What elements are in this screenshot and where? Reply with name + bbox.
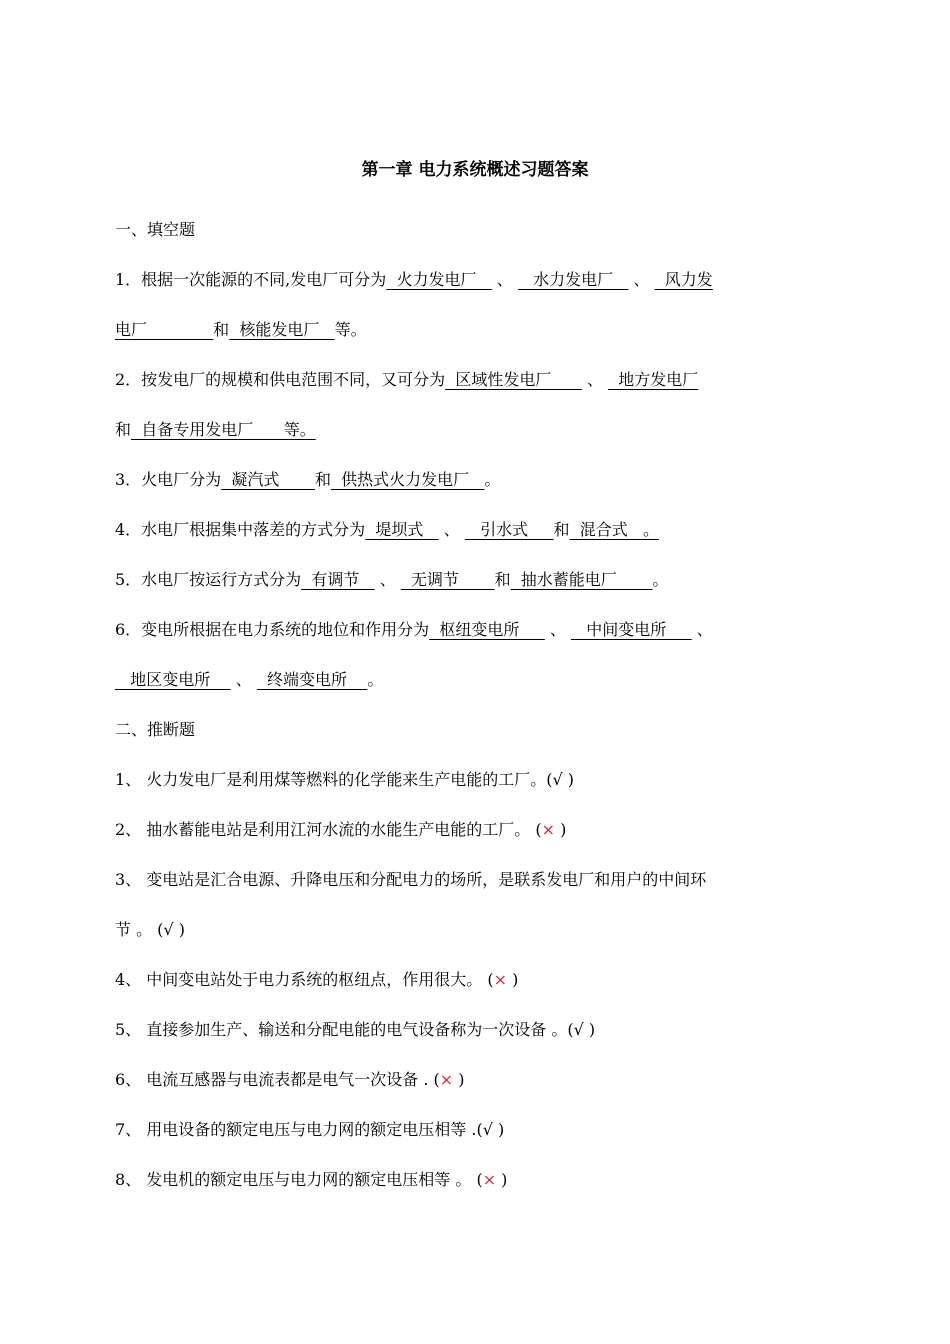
judge-question-7 xyxy=(115,1118,855,1142)
cross-mark-icon: × xyxy=(493,970,508,989)
close-paren: ) xyxy=(583,1020,596,1039)
separator: 、 xyxy=(374,570,401,589)
answer-blank: 区域性发电厂 xyxy=(445,370,582,389)
connector: 和 xyxy=(314,470,331,489)
connector: 和 xyxy=(553,520,570,539)
close-paren: ) xyxy=(562,770,575,789)
cross-mark-icon: × xyxy=(482,1170,497,1189)
answer-blank: 地区变电所 xyxy=(115,670,231,689)
separator: 、 xyxy=(438,520,465,539)
connector: 和 xyxy=(213,320,230,339)
fill-question-5 xyxy=(115,568,855,592)
question-text: 1、 火力发电厂是利用煤等燃料的化学能来生产电能的工厂。( xyxy=(115,770,553,789)
fill-question-3 xyxy=(115,468,855,492)
answer-blank: 火力发电厂 xyxy=(386,270,492,289)
close-paren: ) xyxy=(555,820,567,839)
question-text: 3．火电厂分为 xyxy=(115,470,222,489)
answer-blank: 枢纽变电所 xyxy=(429,620,545,639)
judge-question-3-line-2 xyxy=(115,918,855,942)
close-paren: ) xyxy=(507,970,519,989)
answer-blank: 供热式火力发电厂 xyxy=(330,470,485,489)
judge-question-5 xyxy=(115,1018,855,1042)
question-text: 3、 变电站是汇合电源、升降电压和分配电力的场所，是联系发电厂和用户的中间环 xyxy=(115,870,707,889)
separator: 、 xyxy=(628,270,655,289)
connector: 和 xyxy=(115,420,132,439)
question-text: 7、 用电设备的额定电压与电力网的额定电压相等 .( xyxy=(115,1120,483,1139)
answer-blank: 凝汽式 xyxy=(221,470,315,489)
check-mark-icon: √ xyxy=(552,770,563,789)
check-mark-icon: √ xyxy=(573,1020,584,1039)
separator: 、 xyxy=(230,670,257,689)
answer-blank: 抽水蓄能电厂 xyxy=(510,570,653,589)
answer-blank: 引水式 xyxy=(464,520,554,539)
cross-mark-icon: × xyxy=(541,820,556,839)
answer-blank: 中间变电所 xyxy=(570,620,692,639)
fill-question-4 xyxy=(115,518,855,542)
question-text: 6．变电所根据在电力系统的地位和作用分为 xyxy=(115,620,430,639)
judge-question-6 xyxy=(115,1068,855,1092)
answer-blank: 水力发电厂 xyxy=(517,270,629,289)
answer-blank: 终端变电所 xyxy=(256,670,368,689)
separator: 、 xyxy=(544,620,571,639)
fill-question-6-line-1 xyxy=(115,618,855,642)
section-heading-fill: 一、填空题 xyxy=(115,220,196,239)
fill-question-1-line-1 xyxy=(115,268,855,292)
answer-blank: 核能发电厂 xyxy=(229,320,335,339)
answer-blank: 风力发 xyxy=(654,270,713,289)
question-text: 4．水电厂根据集中落差的方式分为 xyxy=(115,520,366,539)
section-heading-judge: 二、推断题 xyxy=(115,720,196,739)
fill-question-2-line-1 xyxy=(115,368,855,392)
question-text: 。 xyxy=(367,670,384,689)
fill-question-2-line-2 xyxy=(115,418,855,442)
answer-blank: 电厂 xyxy=(115,320,214,339)
question-text: 6、 电流互感器与电流表都是电气一次设备 . ( xyxy=(115,1070,440,1089)
question-text: 4、 中间变电站处于电力系统的枢纽点，作用很大。 ( xyxy=(115,970,494,989)
answer-blank: 无调节 xyxy=(400,570,495,589)
question-text: 2．按发电厂的规模和供电范围不同，又可分为 xyxy=(115,370,446,389)
cross-mark-icon: × xyxy=(439,1070,454,1089)
judge-question-1 xyxy=(115,768,855,792)
answer-blank: 自备专用发电厂 等。 xyxy=(131,420,316,439)
question-text: 1．根据一次能源的不同,发电厂可分为 xyxy=(115,270,387,289)
judge-question-4 xyxy=(115,968,855,992)
question-text: 。 xyxy=(652,570,669,589)
question-text: 5、 直接参加生产、输送和分配电能的电气设备称为一次设备 。( xyxy=(115,1020,574,1039)
close-paren: ) xyxy=(173,920,185,939)
connector: 和 xyxy=(494,570,511,589)
question-text: 节 。 ( xyxy=(115,920,164,939)
fill-question-6-line-2 xyxy=(115,668,855,692)
question-text: 2、 抽水蓄能电站是利用江河水流的水能生产电能的工厂。 ( xyxy=(115,820,542,839)
close-paren: ) xyxy=(492,1120,505,1139)
check-mark-icon: √ xyxy=(482,1120,493,1139)
answer-blank: 地方发电厂 xyxy=(608,370,699,389)
answer-blank: 堤坝式 xyxy=(365,520,439,539)
judge-question-8 xyxy=(115,1168,855,1192)
judge-question-3-line-1 xyxy=(115,868,855,892)
check-mark-icon: √ xyxy=(163,920,174,939)
fill-question-1-line-2 xyxy=(115,318,855,342)
question-text: 等。 xyxy=(334,320,367,339)
separator: 、 xyxy=(491,270,518,289)
close-paren: ) xyxy=(496,1170,508,1189)
judge-question-2 xyxy=(115,818,855,842)
close-paren: ) xyxy=(453,1070,465,1089)
question-text: 5．水电厂按运行方式分为 xyxy=(115,570,302,589)
separator: 、 xyxy=(691,620,713,639)
question-text: 8、 发电机的额定电压与电力网的额定电压相等 。 ( xyxy=(115,1170,483,1189)
answer-blank: 有调节 xyxy=(301,570,375,589)
document-title: 第一章 电力系统概述习题答案 xyxy=(361,160,589,180)
question-text: 。 xyxy=(484,470,501,489)
answer-blank: 混合式 。 xyxy=(569,520,659,539)
separator: 、 xyxy=(581,370,609,389)
